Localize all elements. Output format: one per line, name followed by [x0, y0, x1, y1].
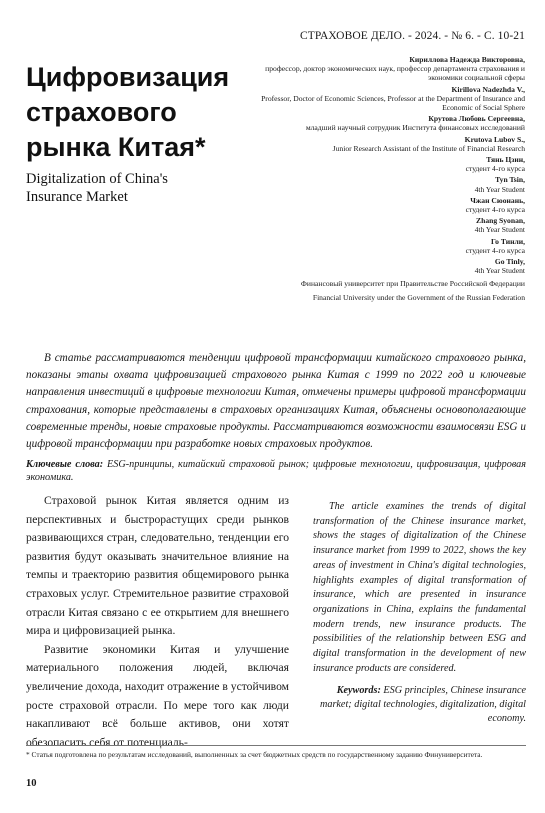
author-entry: [255, 85, 525, 113]
paragraph: Страховой рынок Китая является одним из перспективных и быстрорастущих среди рынков развивающихся стран, следовательно, тенденции его развития будут оказывать значительное влияние на темпы и траекторию развития общемирового рынка страховых услуг. Стремительное развитие страховой отрасли Китая связано с ее открытием для внешнего мира и цифровизацией рынка.: [26, 494, 289, 638]
author-entry: [255, 155, 525, 173]
author-entry: [255, 216, 525, 234]
keywords-text: ESG-принципы, китайский страховой рынок; цифровые технологии, цифровизация, цифровая экономика.: [26, 459, 527, 483]
author-role: Professor, Doctor of Economic Sciences, Professor at the Department of Insurance and Economic of Social Sphere: [261, 93, 525, 113]
footnote: * Статья подготовлена по результатам исследований, выполненных за счет бюджетных средств по государственному заданию Финуниверситета.: [26, 750, 483, 759]
author-entry: [255, 114, 525, 132]
author-name: Zhang Syonan,: [476, 216, 525, 226]
author-role: студент 4-го курса: [465, 164, 525, 174]
author-name: Го Тинли,: [490, 236, 525, 246]
author-name: Tyn Tsin,: [495, 175, 525, 185]
abstract-en-column: [313, 500, 526, 726]
author-name: Kirillova Nadezhda V.,: [451, 84, 525, 94]
affiliation-en: Financial University under the Government of the Russian Federation: [312, 292, 525, 302]
author-name: Чжан Сюонань,: [470, 195, 525, 205]
author-role: 4th Year Student: [474, 266, 525, 276]
keywords-en: [313, 684, 526, 726]
author-entry: [255, 175, 525, 193]
author-role: профессор, доктор экономических наук, профессор департамента страхования и экономики социальной сферы: [265, 64, 525, 83]
author-entry: [255, 55, 525, 83]
author-role: 4th Year Student: [474, 184, 525, 194]
article-title: Цифровизация страхового рынка Китая*: [26, 62, 230, 162]
author-role: Junior Research Assistant of the Institute of Financial Research: [332, 143, 525, 153]
keywords-label: Ключевые слова:: [26, 459, 104, 470]
paragraph: Развитие экономики Китая и улучшение материального положения людей, включая увеличение дохода, находит отражение в устойчивом росте страховой отрасли. По мере того как люди накапливают всё больше активов, они хотят обезопасить себя от потенциаль-: [26, 642, 289, 749]
keywords-ru: [26, 458, 526, 484]
author-role: студент 4-го курса: [465, 205, 525, 215]
author-role: 4th Year Student: [474, 225, 525, 235]
keywords-text: ESG principles, Chinese insurance market; digital technologies, digitalization, digital economy.: [320, 685, 526, 725]
author-block: [255, 55, 525, 302]
author-entry: [255, 196, 525, 214]
author-entry: [255, 237, 525, 255]
body-text-ru: [26, 492, 289, 752]
author-name: Go Tinly,: [494, 257, 525, 267]
footnote-divider: [26, 745, 526, 746]
author-name: Кириллова Надежда Викторовна,: [409, 55, 525, 64]
abstract-ru: В статье рассматриваются тенденции цифровой трансформации китайского страхового рынка, показаны этапы охвата цифровизацией страхового рынка Китая с 1999 по 2022 год и ключевые направления инвестиций в цифровые технологии Китая, отмечены примеры цифровой трансформации страхования, которые представлены в страховых организациях Китая, объяснены основополагающие современные тренды, новые страховые продукты. Рассматриваются возможности взаимосвязи ESG и цифровой трансформации при разработке новых страховых продуктов.: [26, 352, 526, 451]
abstract-en: The article examines the trends of digital transformation of the Chinese insurance market, shows the stages of digitalization of the Chinese insurance market from 1999 to 2022, shows the key areas of investment in China's digital technologies, highlights examples of digital transformation of insurance, which are presented in insurance organizations in China, explains the fundamental modern trends, new insurance products. The possibilities of the relationship between ESG and digital transformation in the development of new insurance products are considered.: [313, 501, 526, 674]
affiliation-ru: Финансовый университет при Правительстве Российской Федерации: [300, 279, 525, 289]
article-title-en: Digitalization of China's Insurance Market: [26, 171, 168, 205]
author-entry: [255, 257, 525, 275]
author-name: Тянь Цзин,: [486, 155, 525, 165]
author-entry: [255, 135, 525, 153]
keywords-label: Keywords:: [336, 685, 381, 697]
author-role: младший научный сотрудник Института финансовых исследований: [305, 123, 525, 133]
author-name: Крутова Любовь Сергеевна,: [428, 114, 525, 124]
author-name: Krutova Lubov S.,: [464, 134, 525, 144]
journal-header: СТРАХОВОЕ ДЕЛО. - 2024. - № 6. - С. 10-21: [300, 30, 525, 42]
page-number: 10: [26, 778, 37, 789]
author-role: студент 4-го курса: [465, 245, 525, 255]
